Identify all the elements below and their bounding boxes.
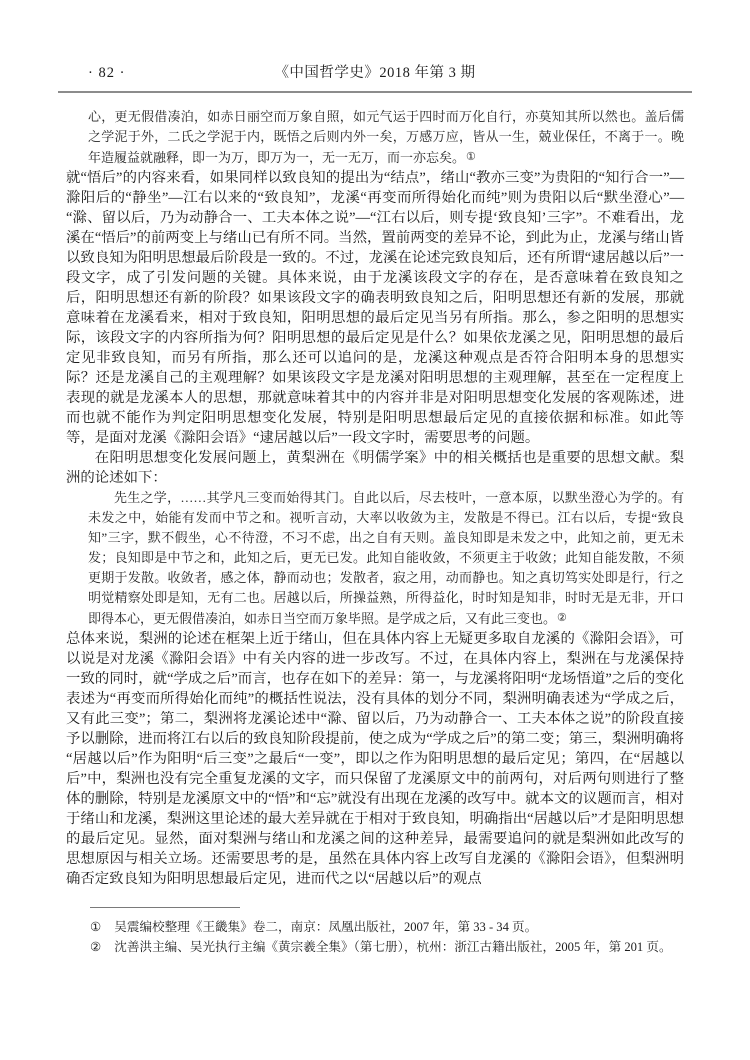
footnote-1-marker: ① — [90, 919, 102, 934]
footnote-list — [66, 917, 684, 958]
block-quote-wangji-continued — [88, 107, 684, 168]
footnote-item-1 — [90, 917, 684, 938]
footnote-item-2 — [90, 937, 684, 958]
quote-wangji-text: 心，更无假借凑泊，如赤日丽空而万象自照，如元气运于四时而万化自行，亦莫知其所以然也。盖后儒之学泥于外，二氏之学泥于内，既悟之后则内外一矣，万感万应，皆从一生，兢业保任，不离于一。晚年造履益就融释，即一为万，即万为一，无一无万，而一亦忘矣。 — [88, 109, 684, 165]
footnote-2-text: 沈善洪主编、吴光执行主编《黄宗羲全集》（第七册），杭州：浙江古籍出版社，2005 年，第 201 页。 — [114, 940, 672, 955]
footnote-ref-1: ① — [466, 151, 476, 163]
quote-lizhou-text: 先生之学，……其学凡三变而始得其门。自此以后，尽去枝叶，一意本原，以默坐澄心为学的。有未发之中，始能有发而中节之和。视听言动，大率以收敛为主，发散是不得已。江右以后，专提“致良知”三字，默不假坐，心不待澄，不习不虑，出之自有天则。盖良知即是未发之中，此知之前，更无未发；良知即是中节之和，此知之后，更无已发。此知自能收敛，不须更主于收敛；此知自能发散，不须更期于发散。收敛者，感之体，静而动也；发散者，寂之用，动而静也。知之真切笃实处即是行，行之明觉精察处即是知，无有二也。居越以后，所操益熟，所得益化，时时知是知非，时时无是无非，开口即得本心，更无假借凑泊，如赤日当空而万象毕照。是学成之后，又有此三变也。 — [88, 489, 684, 626]
block-quote-mingru-xuean — [88, 488, 684, 629]
paragraph-longxi-discussion: 就“悟后”的内容来看，如果同样以致良知的提出为“结点”，绪山“教亦三变”为贵阳的“知行合一”—滁阳后的“静坐”—江右以来的“致良知”，龙溪“再变而所得始化而纯”则为贵阳以后“默坐澄心”—“滁、留以后，乃为动静合一、工夫本体之说”—“江右以后，则专提‘致良知’三字”。不难看出，龙溪在“悟后”的前两变上与绪山已有所不同。当然，置前两变的差异不论，到此为止，龙溪与绪山皆以致良知为阳明思想最后阶段是一致的。不过，龙溪在论述完致良知后，还有所谓“逮居越以后”一段文字，成了引发问题的关键。具体来说，由于龙溪该段文字的存在，是否意味着在致良知之后，阳明思想还有新的阶段？如果该段文字的确表明致良知之后，阳明思想还有新的发展，那就意味着在龙溪看来，相对于致良知，阳明思想的最后定见当另有所指。那么，参之阳明的思想实际，该段文字的内容所指为何？阳明思想的最后定见是什么？如果依龙溪之见，阳明思想的最后定见非致良知，而另有所指，那么还可以追问的是，龙溪这种观点是否符合阳明本身的思想实际？还是龙溪自己的主观理解？如果该段文字是龙溪对阳明思想的主观理解，甚至在一定程度上表现的就是龙溪本人的思想，那就意味着其中的内容并非是对阳明思想变化发展的客观陈述，进而也就不能作为判定阳明思想变化发展，特别是阳明思想最后定见的直接依据和标准。如此等等，是面对龙溪《滁阳会语》“逮居越以后”一段文字时，需要思考的问题。 — [66, 169, 684, 446]
paragraph-comparative-analysis: 总体来说，梨洲的论述在框架上近于绪山，但在具体内容上无疑更多取自龙溪的《滁阳会语》，可以说是对龙溪《滁阳会语》中有关内容的进一步改写。不过，在具体内容上，梨洲在与龙溪保持一致的同时，就“学成之后”而言，也存在如下的差异：第一，与龙溪将阳明“龙场悟道”之后的变化表述为“再变而所得始化而纯”的概括性说法，没有具体的划分不同，梨洲明确表述为“学成之后，又有此三变”；第二，梨洲将龙溪论述中“滁、留以后，乃为动静合一、工夫本体之说”的阶段直接予以删除，进而将江右以后的致良知阶段提前，使之成为“学成之后”的第二变；第三，梨洲明确将“居越以后”作为阳明“后三变”之最后“一变”，即以之作为阳明思想的最后定见；第四，在“居越以后”中，梨洲也没有完全重复龙溪的文字，而只保留了龙溪原文中的前两句，对后两句则进行了整体的删除，特别是龙溪原文中的“悟”和“忘”就没有出现在龙溪的改写中。就本文的议题而言，相对于绪山和龙溪，梨洲这里论述的最大差异就在于相对于致良知，明确指出“居越以后”才是阳明思想的最后定见。显然，面对梨洲与绪山和龙溪之间的这种差异，最需要追问的就是梨洲如此改写的思想原因与相关立场。还需要思考的是，虽然在具体内容上改写自龙溪的《滁阳会语》，但梨洲明确否定致良知为阳明思想最后定见，进而代之以“居越以后”的观点 — [66, 630, 684, 887]
paragraph-lizhou-intro: 在阳明思想变化发展问题上，黄梨洲在《明儒学案》中的相关概括也是重要的思想文献。梨洲的论述如下： — [66, 449, 684, 486]
journal-title: 《中国哲学史》2018 年第 3 期 — [274, 65, 476, 81]
header-rule — [58, 91, 692, 93]
footnote-2-marker: ② — [90, 940, 102, 955]
footnote-ref-2: ② — [557, 611, 567, 624]
page-number: · 82 · — [88, 65, 126, 81]
footnote-1-text: 吴震编校整理《王畿集》卷二，南京：凤凰出版社，2007 年，第 33 - 34 页。 — [114, 919, 538, 934]
footnote-area — [66, 907, 684, 958]
page-header — [66, 62, 684, 84]
footnote-separator-rule — [90, 907, 240, 908]
